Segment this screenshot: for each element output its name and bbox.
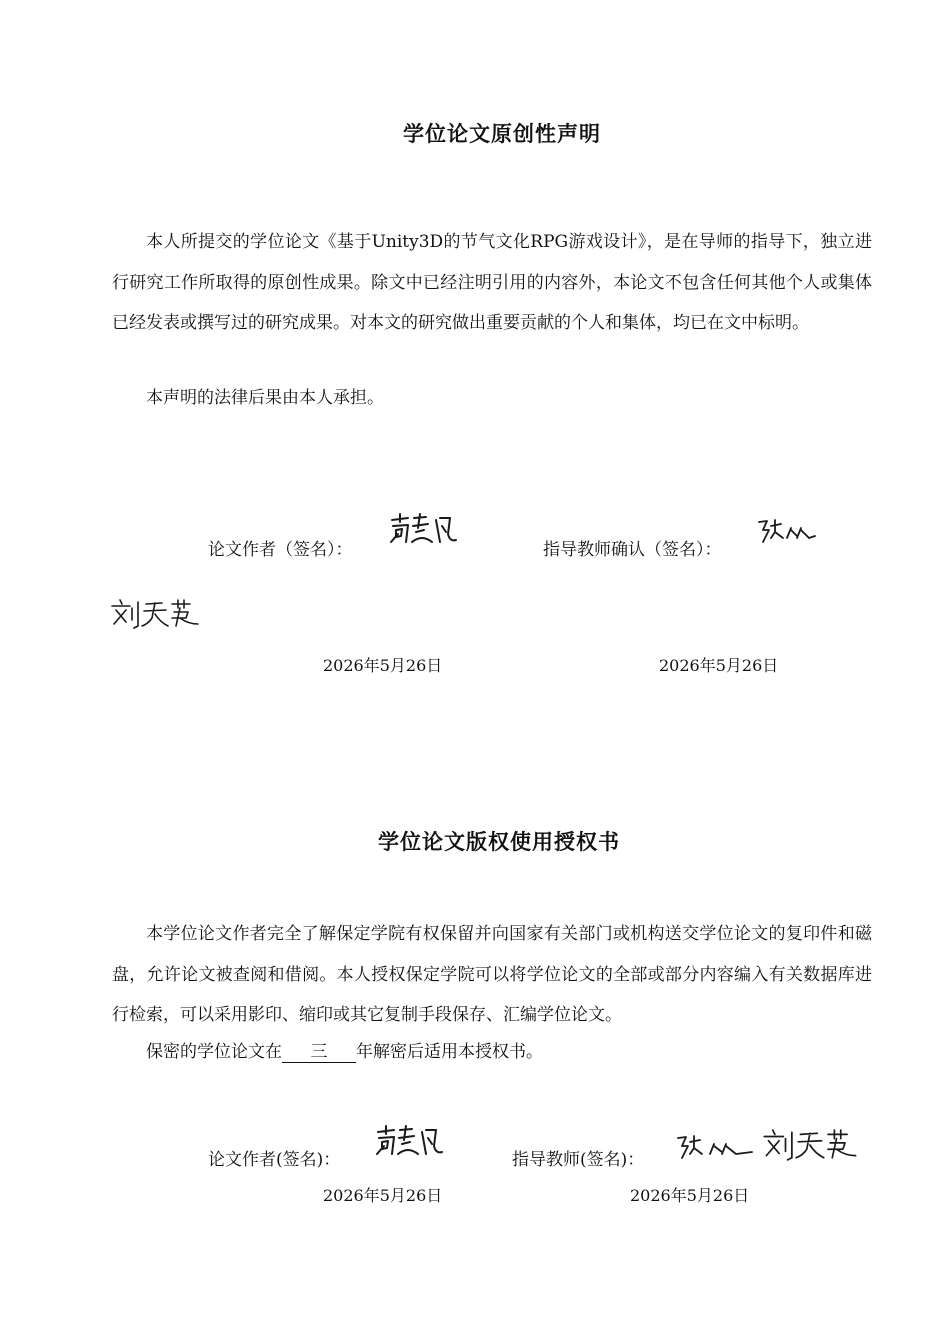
authorization-supervisor-signature-2 — [762, 1128, 860, 1162]
declaration-supervisor-signature-1 — [757, 518, 819, 544]
authorization-paragraph-1: 本学位论文作者完全了解保定学院有权保留并向国家有关部门或机构送交学位论文的复印件和磁盘，允许论文被查阅和借阅。本人授权保定学院可以将学位论文的全部或部分内容编入有关数据库进行检索，可以采用影印、缩印或其它复制手段保存、汇编学位论文。 — [112, 924, 872, 1025]
authorization-supervisor-label: 指导教师(签名)： — [512, 1150, 645, 1170]
declaration-author-signature — [388, 512, 458, 548]
declaration-author-date: 2026年5月26日 — [323, 656, 443, 675]
authorization-author-date: 2026年5月26日 — [323, 1186, 443, 1205]
secret-prefix: 保密的学位论文在 — [146, 1042, 282, 1062]
authorization-author-label: 论文作者(签名)： — [208, 1150, 341, 1170]
declaration-supervisor-date: 2026年5月26日 — [659, 656, 779, 675]
declaration-paragraph-2: 本声明的法律后果由本人承担。 — [146, 388, 384, 408]
declaration-paragraph-1: 本人所提交的学位论文《基于Unity3D的节气文化RPG游戏设计》，是在导师的指导下，独立进行研究工作所取得的原创性成果。除文中已经注明引用的内容外，本论文不包含任何其他个人或集体已经发表或撰写过的研究成果。对本文的研究做出重要贡献的个人和集体，均已在文中标明。 — [112, 232, 872, 333]
authorization-supervisor-signature-1 — [676, 1134, 756, 1160]
declaration-author-label: 论文作者（签名）： — [208, 540, 353, 560]
secret-years-field: 三 — [282, 1042, 356, 1063]
authorization-supervisor-date: 2026年5月26日 — [630, 1186, 750, 1205]
authorization-author-signature — [374, 1124, 444, 1160]
declaration-supervisor-label: 指导教师确认（签名）： — [543, 540, 722, 560]
authorization-secret-line — [112, 1032, 872, 1073]
declaration-supervisor-signature-2 — [110, 598, 202, 630]
secret-suffix: 年解密后适用本授权书。 — [356, 1042, 543, 1062]
authorization-title: 学位论文版权使用授权书 — [378, 830, 620, 854]
declaration-title: 学位论文原创性声明 — [403, 122, 601, 146]
